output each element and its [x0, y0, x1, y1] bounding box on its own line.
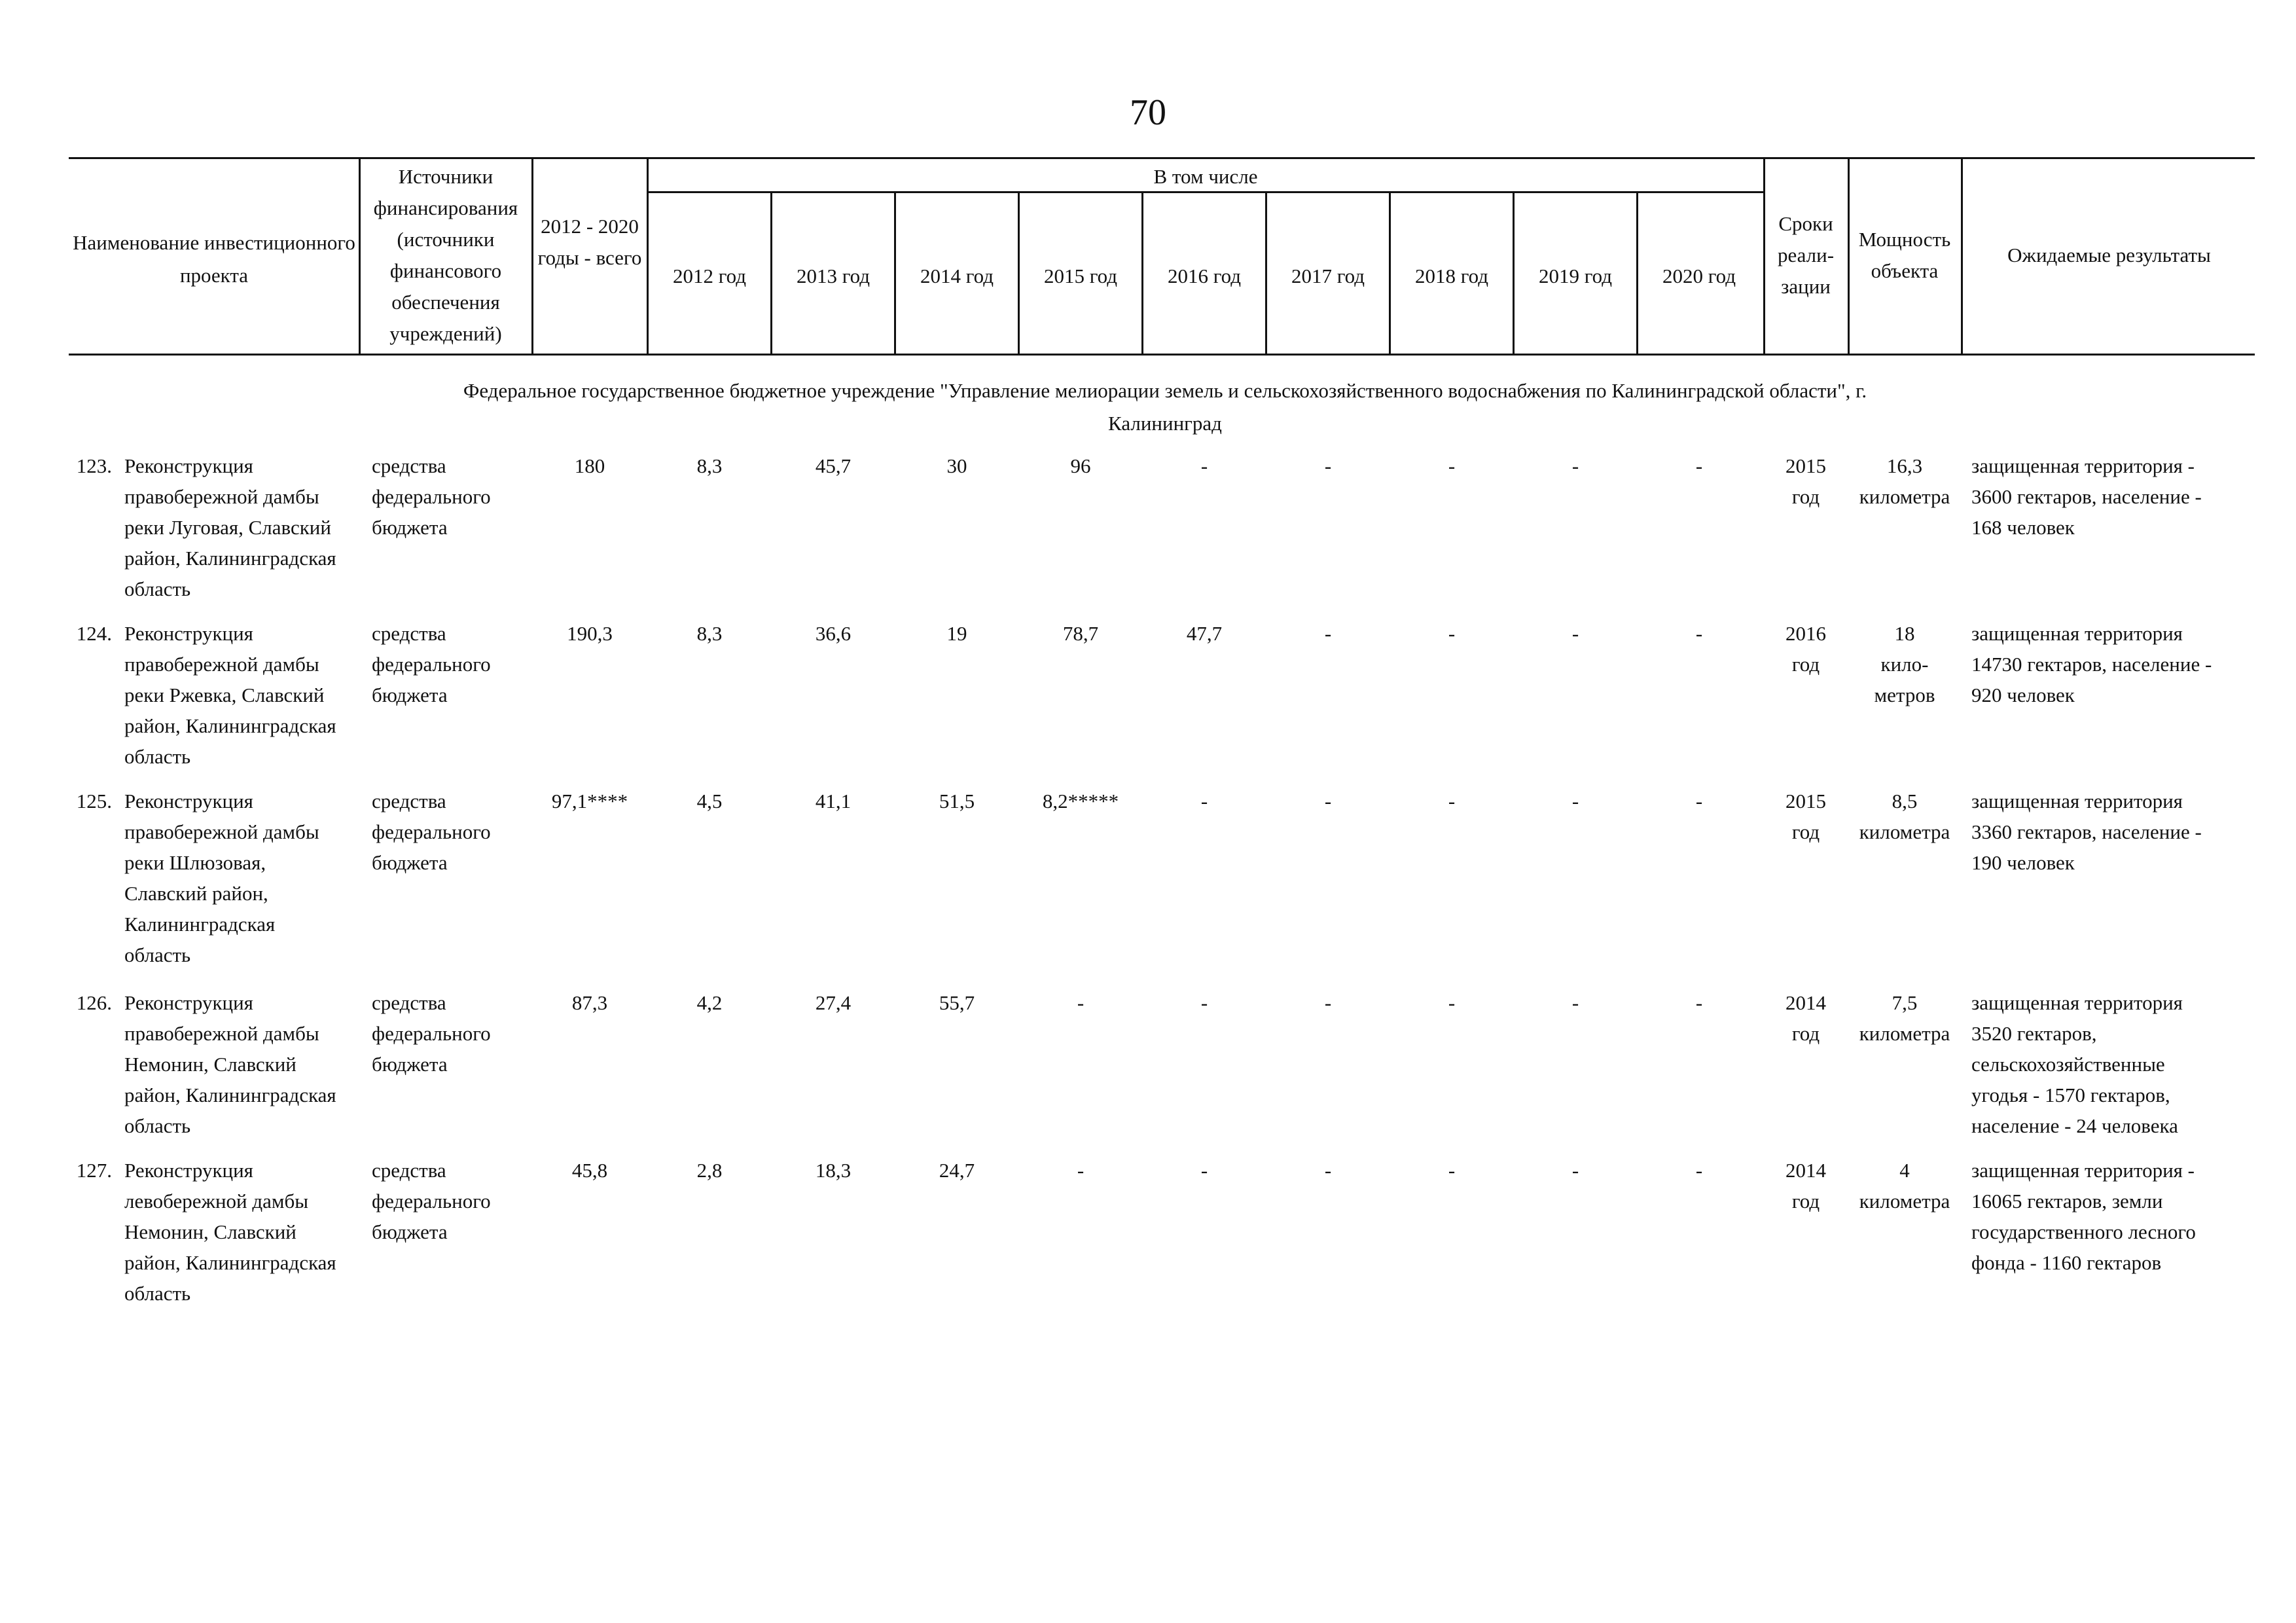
- year-value: 96: [1070, 454, 1091, 477]
- header-year: 2016 год: [1167, 264, 1242, 287]
- year-value: 18,3: [815, 1159, 852, 1182]
- year-value: 47,7: [1186, 622, 1223, 645]
- funding-source: средства федерального бюджета: [372, 1159, 491, 1243]
- funding-source: средства федерального бюджета: [372, 454, 491, 539]
- year-value: -: [1695, 991, 1703, 1014]
- expected-result: защищенная территория - 16065 гектаров, земли государственного лесного фонда - 1160 гектаров: [1971, 1159, 2196, 1274]
- project-name: Реконструкция правобережной дамбы реки Ржевка, Славский район, Калининградская область: [124, 622, 336, 768]
- year-value: -: [1448, 1159, 1456, 1182]
- total-value: 45,8: [571, 1159, 608, 1182]
- object-capacity: 4 километра: [1859, 1159, 1950, 1213]
- object-capacity: 7,5 километра: [1859, 991, 1950, 1045]
- header-capacity: Мощность объекта: [1858, 228, 1951, 282]
- total-value: 190,3: [567, 622, 613, 645]
- year-value: -: [1695, 622, 1703, 645]
- header-including: В том числе: [1153, 165, 1258, 188]
- year-value: 8,3: [696, 622, 723, 645]
- header-bottom-border: [69, 354, 2255, 356]
- implementation-term: 2015 год: [1785, 790, 1826, 843]
- funding-source: средства федерального бюджета: [372, 991, 491, 1076]
- row-number: 127.: [76, 1159, 112, 1182]
- object-capacity: 16,3 километра: [1859, 454, 1950, 508]
- year-value: 4,5: [696, 790, 723, 812]
- year-value: -: [1695, 1159, 1703, 1182]
- year-value: -: [1077, 1159, 1085, 1182]
- project-name: Реконструкция левобережной дамбы Немонин, Славский район, Калининградская область: [124, 1159, 336, 1305]
- header-funding-sources: Источники финансирования (источники финансового обеспечения учреждений): [373, 165, 518, 345]
- row-number: 126.: [76, 991, 112, 1014]
- expected-result: защищенная территория 3520 гектаров, сельскохозяйственные угодья - 1570 гектаров, население - 24 человека: [1971, 991, 2183, 1137]
- year-value: -: [1200, 790, 1208, 812]
- expected-result: защищенная территория - 3600 гектаров, население - 168 человек: [1971, 454, 2202, 539]
- year-value: 78,7: [1062, 622, 1099, 645]
- expected-result: защищенная территория 3360 гектаров, население - 190 человек: [1971, 790, 2202, 874]
- header-year: 2018 год: [1414, 264, 1489, 287]
- year-value: 41,1: [815, 790, 852, 812]
- year-value: -: [1448, 622, 1456, 645]
- header-year: 2020 год: [1662, 264, 1736, 287]
- header-year: 2013 год: [796, 264, 870, 287]
- year-value: 55,7: [939, 991, 975, 1014]
- year-value: 8,3: [696, 454, 723, 477]
- year-value: -: [1571, 991, 1579, 1014]
- year-value: -: [1571, 1159, 1579, 1182]
- year-value: -: [1324, 790, 1332, 812]
- implementation-term: 2015 год: [1785, 454, 1826, 508]
- year-value: 45,7: [815, 454, 852, 477]
- header-top-border: [69, 157, 2255, 159]
- object-capacity: 8,5 километра: [1859, 790, 1950, 843]
- header-terms: Сроки реали- зации: [1777, 212, 1835, 298]
- column-divider: [1961, 157, 1963, 354]
- implementation-term: 2014 год: [1785, 991, 1826, 1045]
- funding-source: средства федерального бюджета: [372, 622, 491, 706]
- header-year: 2019 год: [1538, 264, 1613, 287]
- header-results: Ожидаемые результаты: [2007, 244, 2211, 266]
- year-value: -: [1448, 454, 1456, 477]
- row-number: 124.: [76, 622, 112, 645]
- implementation-term: 2016 год: [1785, 622, 1826, 676]
- object-capacity: 18 кило- метров: [1874, 622, 1935, 706]
- year-value: 51,5: [939, 790, 975, 812]
- year-value: 30: [946, 454, 967, 477]
- year-value: -: [1571, 622, 1579, 645]
- header-year: 2015 год: [1043, 264, 1118, 287]
- year-value: -: [1695, 454, 1703, 477]
- implementation-term: 2014 год: [1785, 1159, 1826, 1213]
- total-value: 97,1****: [551, 790, 628, 812]
- page-number: 70: [1130, 92, 1166, 133]
- header-total: 2012 - 2020 годы - всего: [537, 215, 642, 269]
- year-value: -: [1200, 991, 1208, 1014]
- total-value: 87,3: [571, 991, 608, 1014]
- project-name: Реконструкция правобережной дамбы реки Шлюзовая, Славский район, Калининградская область: [124, 790, 319, 966]
- year-value: -: [1324, 622, 1332, 645]
- row-number: 125.: [76, 790, 112, 812]
- year-value: -: [1324, 454, 1332, 477]
- year-value: -: [1571, 790, 1579, 812]
- year-value: -: [1324, 991, 1332, 1014]
- year-value: -: [1448, 790, 1456, 812]
- section-title: Федеральное государственное бюджетное учреждение "Управление мелиорации земель и сельскохозяйственного водоснабжения по Калининградской области", г. Калининград: [463, 379, 1867, 435]
- year-value: 36,6: [815, 622, 852, 645]
- year-value: -: [1077, 991, 1085, 1014]
- header-year: 2017 год: [1291, 264, 1365, 287]
- year-value: 4,2: [696, 991, 723, 1014]
- project-name: Реконструкция правобережной дамбы Немонин, Славский район, Калининградская область: [124, 991, 336, 1137]
- header-year: 2012 год: [672, 264, 747, 287]
- expected-result: защищенная территория 14730 гектаров, население - 920 человек: [1971, 622, 2212, 706]
- year-value: -: [1200, 1159, 1208, 1182]
- year-value: -: [1324, 1159, 1332, 1182]
- year-value: -: [1200, 454, 1208, 477]
- year-value: -: [1571, 454, 1579, 477]
- funding-source: средства федерального бюджета: [372, 790, 491, 874]
- project-name: Реконструкция правобережной дамбы реки Луговая, Славский район, Калининградская область: [124, 454, 336, 600]
- header-project-name: Наименование инвестиционного проекта: [73, 231, 355, 287]
- column-divider: [359, 157, 361, 354]
- header-year: 2014 год: [920, 264, 994, 287]
- year-value: 24,7: [939, 1159, 975, 1182]
- year-value: 8,2*****: [1042, 790, 1119, 812]
- total-value: 180: [574, 454, 605, 477]
- year-value: 2,8: [696, 1159, 723, 1182]
- year-value: -: [1695, 790, 1703, 812]
- year-value: 19: [946, 622, 967, 645]
- year-value: 27,4: [815, 991, 852, 1014]
- year-value: -: [1448, 991, 1456, 1014]
- row-number: 123.: [76, 454, 112, 477]
